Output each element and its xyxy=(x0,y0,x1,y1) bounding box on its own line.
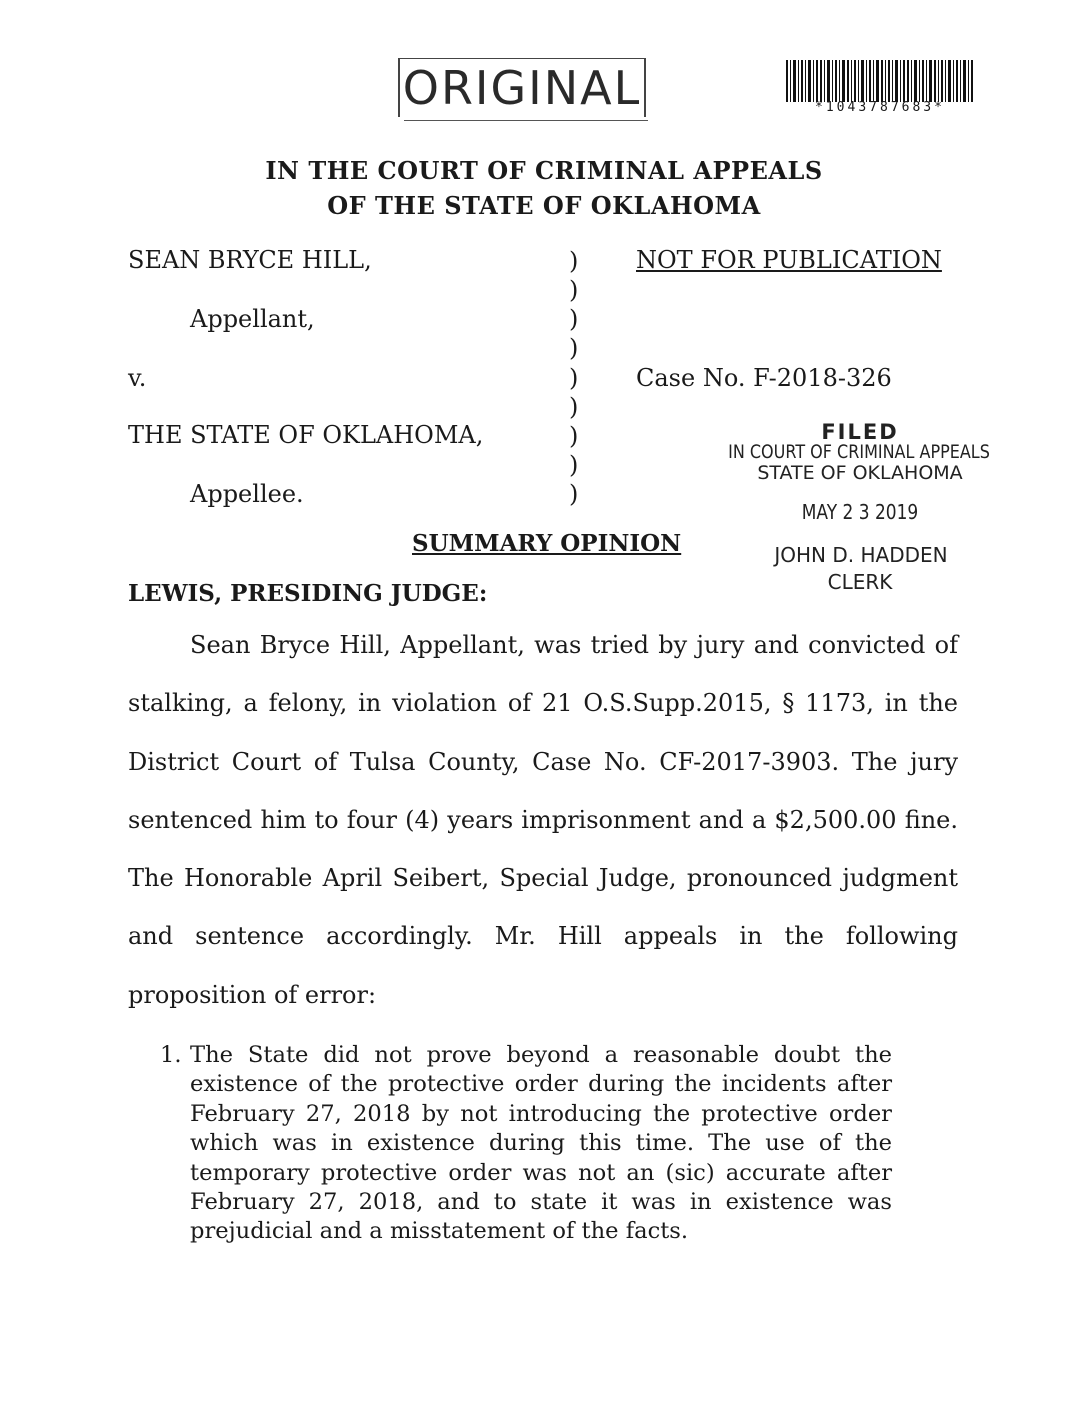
caption-paren: ) xyxy=(569,276,579,304)
filed-stamp-label: FILED xyxy=(821,420,899,444)
filed-stamp-date: MAY 2 3 2019 xyxy=(801,501,919,525)
caption-paren: ) xyxy=(569,247,579,275)
appellee-role: Appellee. xyxy=(190,480,304,508)
appellant-name: SEAN BRYCE HILL, xyxy=(128,246,372,274)
case-number: Case No. F-2018-326 xyxy=(636,364,892,392)
opinion-paragraph: Sean Bryce Hill, Appellant, was tried by jury and convicted of stalking, a felony, in violation of 21 O.S.Supp.2015, § 1173, in the District Court of Tulsa County, Case No. CF-2017-3903. The jury sentenced him to four (4) years imprisonment and a $2,500.00 fine. The Honorable April Seibert, Special Judge, pronounced judgment and sentence accordingly. Mr. Hill appeals in the following proposition of error: xyxy=(128,631,958,1009)
caption-paren: ) xyxy=(569,364,579,392)
judge-heading: LEWIS, PRESIDING JUDGE: xyxy=(128,580,488,607)
proposition-text: The State did not prove beyond a reasonable doubt the existence of the protective order during the incidents after February 27, 2018 by not introducing the protective order which was in existence during this time. The use of the temporary protective order was not an (sic) accurate after February 27, 2018, and to state it was in existence was prejudicial and a misstatement of the facts. xyxy=(190,1042,892,1245)
appellee-name: THE STATE OF OKLAHOMA, xyxy=(128,421,484,449)
filed-stamp-court: IN COURT OF CRIMINAL APPEALS xyxy=(728,440,990,463)
filed-stamp-clerk-name: JOHN D. HADDEN xyxy=(774,543,948,567)
caption-paren: ) xyxy=(569,451,579,479)
versus-label: v. xyxy=(128,364,147,392)
caption-paren: ) xyxy=(569,393,579,421)
caption-paren: ) xyxy=(569,480,579,508)
publication-status: NOT FOR PUBLICATION xyxy=(636,246,942,274)
court-title-line2: OF THE STATE OF OKLAHOMA xyxy=(327,191,761,220)
filed-stamp-clerk-title: CLERK xyxy=(827,570,893,594)
barcode-number: *1043787683* xyxy=(815,100,945,115)
caption-paren: ) xyxy=(569,305,579,333)
caption-paren: ) xyxy=(569,422,579,450)
appellant-role: Appellant, xyxy=(190,305,315,333)
court-title-line1: IN THE COURT OF CRIMINAL APPEALS xyxy=(265,156,823,185)
original-stamp: ORIGINAL xyxy=(398,58,646,117)
caption-paren: ) xyxy=(569,334,579,362)
summary-opinion-heading: SUMMARY OPINION xyxy=(412,530,682,557)
filed-stamp-state: STATE OF OKLAHOMA xyxy=(757,462,963,484)
proposition-number: 1. xyxy=(160,1042,182,1068)
